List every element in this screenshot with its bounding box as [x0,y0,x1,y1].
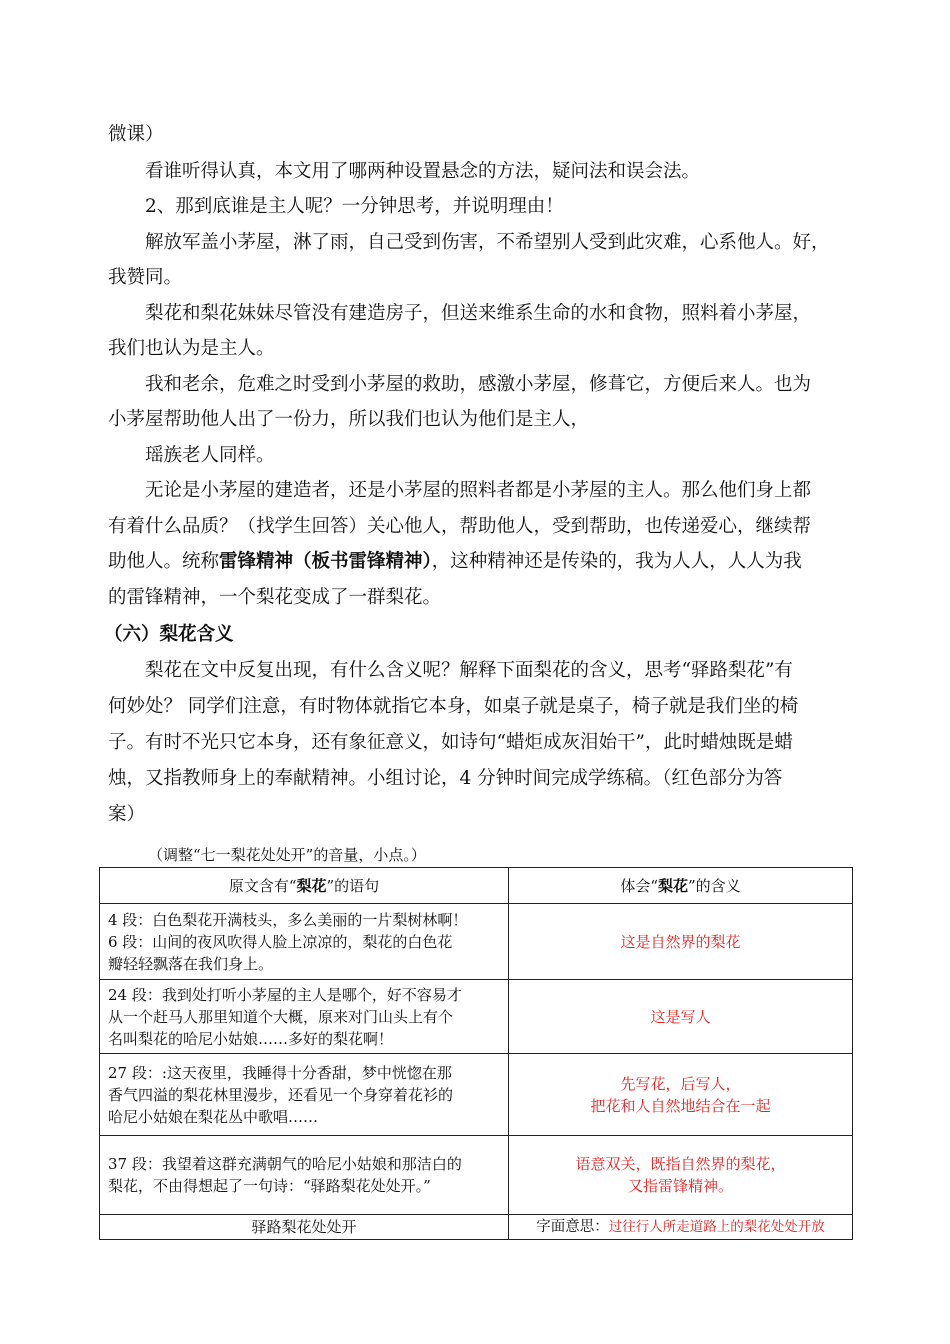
answer-line: 这是自然界的梨花 [620,932,741,951]
table-row [100,904,853,980]
paragraph-text: 小茅屋帮助他人出了一份力，所以我们也认为他们是主人， [108,409,590,430]
quote-line: 6 段：山间的夜风吹得人脸上凉凉的，梨花的白色花 [108,932,453,951]
table-row [100,1136,853,1215]
paragraph-text: 我赞同。 [108,267,183,288]
header-text: 原文含有“ [228,876,297,895]
title-cell: 驿路梨花处处开 [100,1215,509,1240]
header-keyword: 梨花 [657,876,688,895]
header-text: ”的语句 [326,876,380,895]
table-row [100,1215,853,1240]
paragraph-text: 2、那到底谁是主人呢？一分钟思考，并说明理由！ [145,196,564,217]
table-row [100,1054,853,1136]
paragraph-text-segment: ，这种精神还是传染的，我为人人，人人为我 [431,551,802,572]
paragraph-text: 何妙处？ 同学们注意，有时物体就指它本身，如桌子就是桌子，椅子就是我们坐的椅 [108,696,799,717]
answer-line: 这是写人 [650,1007,711,1026]
quote-line: 27 段：:这天夜里，我睡得十分香甜，梦中恍惚在那 [108,1063,452,1082]
answer-line: 先写花，后写人， [620,1074,741,1093]
answer-cell [509,1054,853,1136]
table-header-cell [509,868,853,904]
quote-line: 从一个赶马人那里知道个大概，原来对门山头上有个 [108,1007,454,1026]
answer-cell [509,904,853,980]
header-keyword: 梨花 [296,876,327,895]
meaning-table [99,867,853,1240]
quote-line: 37 段：我望着这群充满朝气的哈尼小姑娘和那洁白的 [108,1155,462,1173]
literal-meaning-label: 字面意思： [536,1219,609,1235]
paragraph-text: 看谁听得认真，本文用了哪两种设置悬念的方法，疑问法和误会法。 [145,161,701,182]
quote-line: 4 段：白色梨花开满枝头，多么美丽的一片梨树林啊！ [108,910,468,929]
literal-meaning-value: 过往行人所走道路上的梨花处处开放 [608,1219,825,1235]
paragraph-text: 解放军盖小茅屋，淋了雨，自己受到伤害，不希望别人受到此灾难，心系他人。好， [145,232,830,253]
paragraph-text: 梨花在文中反复出现，有什么含义呢？解释下面梨花的含义，思考“驿路梨花”有 [145,660,793,681]
paragraph-text: 烛，又指教师身上的奉献精神。小组讨论，4 分钟时间完成学练稿。（红色部分为答 [108,768,783,789]
answer-cell [509,980,853,1054]
quote-line: 24 段：我到处打听小茅屋的主人是哪个，好不容易才 [108,985,462,1004]
table-header-cell [100,868,509,904]
paragraph-text: 有着什么品质？（找学生回答）关心他人，帮助他人，受到帮助，也传递爱心，继续帮 [108,516,812,537]
paragraph-text: 我们也认为是主人。 [108,338,275,359]
paragraph-text: 我和老余，危难之时受到小茅屋的救助，感激小茅屋，修葺它，方便后来人。也为 [145,374,812,395]
header-text: ”的含义 [688,876,741,895]
quote-line: 瓣轻轻飘落在我们身上。 [108,954,274,973]
header-text: 体会“ [620,876,658,895]
paragraph-text: 子。有时不光只它本身，还有象征意义，如诗句“蜡炬成灰泪始干”，此时蜡烛既是蜡 [108,732,793,753]
answer-line: 语意双关，既指自然界的梨花， [575,1155,786,1173]
quote-cell [100,1054,509,1136]
quote-line: 名叫梨花的哈尼小姑娘……多好的梨花啊！ [108,1029,394,1048]
section-heading: （六）梨花含义 [104,624,234,645]
teacher-note: （调整“七一梨花处处开”的音量，小点。） [148,846,426,864]
paragraph-text: 梨花和梨花妹妹尽管没有建造房子，但送来维系生命的水和食物，照料着小茅屋， [145,303,812,324]
paragraph-text: 微课） [108,124,164,145]
paragraph-text-segment: 助他人。统称 [108,551,220,572]
quote-cell [100,980,509,1054]
paragraph-text: 案） [108,804,146,825]
quote-line: 梨花，不由得想起了一句诗：“驿路梨花处处开。” [108,1177,431,1195]
paragraph-text: 无论是小茅屋的建造者，还是小茅屋的照料者都是小茅屋的主人。那么他们身上都 [145,480,812,501]
quote-line: 香气四溢的梨花林里漫步，还看见一个身穿着花衫的 [108,1085,454,1104]
bold-emphasis: 雷锋精神（板书雷锋精神） [219,551,432,572]
quote-cell [100,1136,509,1215]
answer-line: 又指雷锋精神。 [627,1177,733,1195]
literal-meaning-cell [509,1215,853,1240]
quote-cell [100,904,509,980]
paragraph-text [108,550,802,574]
paragraph-text: 的雷锋精神，一个梨花变成了一群梨花。 [108,587,442,608]
table-row [100,980,853,1054]
answer-line: 把花和人自然地结合在一起 [590,1096,771,1115]
table-header-row [100,868,853,904]
quote-line: 哈尼小姑娘在梨花丛中歌唱…… [108,1107,319,1126]
paragraph-text: 瑶族老人同样。 [145,445,275,466]
answer-cell [509,1136,853,1215]
